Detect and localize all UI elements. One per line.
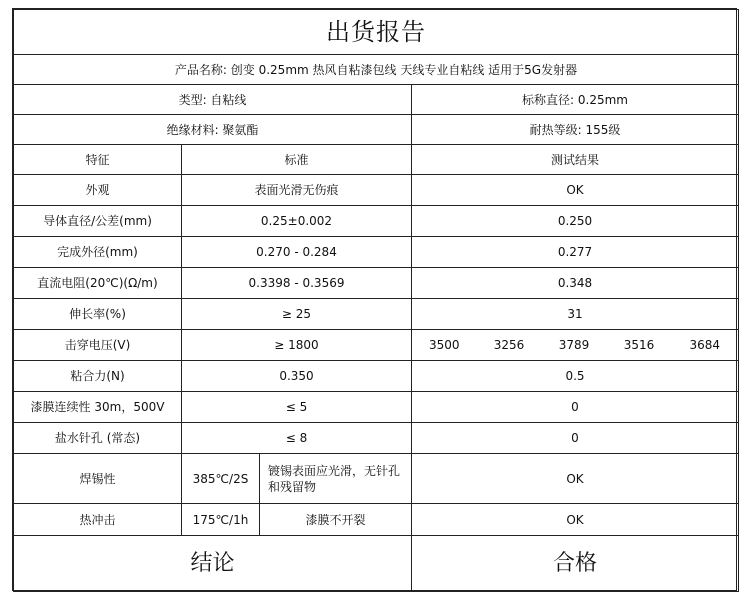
table-row	[14, 423, 739, 454]
row-standard: ≥ 25	[182, 299, 412, 330]
table-row	[14, 299, 739, 330]
row-standard: 0.350	[182, 361, 412, 392]
type-cell: 类型: 自粘线	[14, 85, 412, 115]
row-feature: 漆膜连续性 30m，500V	[14, 392, 182, 423]
row-feature: 导体直径/公差(mm)	[14, 206, 182, 237]
report-table	[13, 9, 739, 592]
solder-row	[14, 454, 739, 504]
table-row	[14, 175, 739, 206]
shock-row	[14, 504, 739, 536]
breakdown-result-1: 3500	[412, 330, 477, 361]
row-feature: 外观	[14, 175, 182, 206]
header-result: 测试结果	[412, 145, 739, 175]
row-standard: 漆膜不开裂	[260, 504, 412, 536]
row-feature: 直流电阻(20℃)(Ω/m)	[14, 268, 182, 299]
row-standard: 镀锡表面应光滑，无针孔和残留物	[260, 454, 412, 504]
row-standard: 0.270 - 0.284	[182, 237, 412, 268]
breakdown-result-2: 3256	[477, 330, 542, 361]
conclusion-label: 结论	[14, 536, 412, 592]
breakdown-result-5: 3684	[672, 330, 739, 361]
row-result: 0	[412, 392, 739, 423]
report-title: 出货报告	[14, 10, 739, 55]
row-feature: 热冲击	[14, 504, 182, 536]
breakdown-result-4: 3516	[607, 330, 672, 361]
row-feature: 焊锡性	[14, 454, 182, 504]
table-row	[14, 392, 739, 423]
row-feature: 粘合力(N)	[14, 361, 182, 392]
heat-class-cell: 耐热等级: 155级	[412, 115, 739, 145]
row-feature: 完成外径(mm)	[14, 237, 182, 268]
header-standard: 标准	[182, 145, 412, 175]
insulation-cell: 绝缘材料: 聚氨酯	[14, 115, 412, 145]
row-result: 0.5	[412, 361, 739, 392]
row-feature: 击穿电压(V)	[14, 330, 182, 361]
row-result: OK	[412, 454, 739, 504]
breakdown-row	[14, 330, 739, 361]
report-sheet	[12, 8, 737, 591]
row-standard: 0.25±0.002	[182, 206, 412, 237]
row-result: OK	[412, 504, 739, 536]
conclusion-value: 合格	[412, 536, 739, 592]
product-name: 产品名称: 创变 0.25mm 热风自粘漆包线 天线专业自粘线 适用于5G发射器	[14, 55, 739, 85]
row-standard: ≥ 1800	[182, 330, 412, 361]
nominal-diameter-cell: 标称直径: 0.25mm	[412, 85, 739, 115]
row-condition: 175℃/1h	[182, 504, 260, 536]
row-feature: 伸长率(%)	[14, 299, 182, 330]
row-result: 0.277	[412, 237, 739, 268]
row-standard: 0.3398 - 0.3569	[182, 268, 412, 299]
row-result: 31	[412, 299, 739, 330]
row-standard: 表面光滑无伤痕	[182, 175, 412, 206]
row-result: 0.250	[412, 206, 739, 237]
row-standard: ≤ 5	[182, 392, 412, 423]
row-feature: 盐水针孔 (常态)	[14, 423, 182, 454]
table-row	[14, 361, 739, 392]
breakdown-result-3: 3789	[542, 330, 607, 361]
row-result: 0	[412, 423, 739, 454]
table-row	[14, 206, 739, 237]
row-result: OK	[412, 175, 739, 206]
header-feature: 特征	[14, 145, 182, 175]
table-row	[14, 268, 739, 299]
row-result: 0.348	[412, 268, 739, 299]
row-standard: ≤ 8	[182, 423, 412, 454]
table-row	[14, 237, 739, 268]
row-condition: 385℃/2S	[182, 454, 260, 504]
